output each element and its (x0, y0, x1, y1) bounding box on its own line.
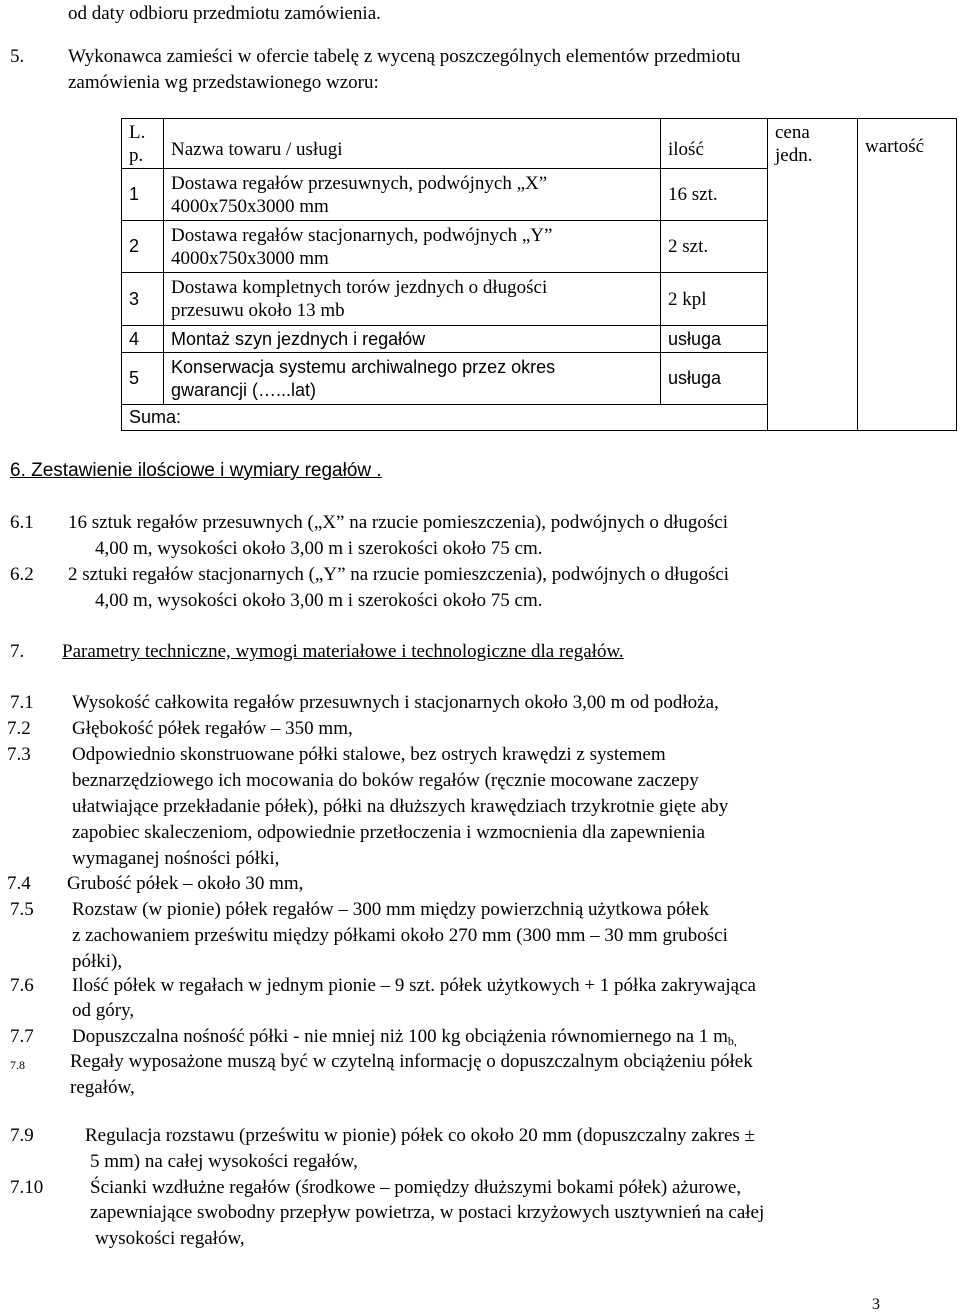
row-lp: 4 (122, 326, 164, 353)
row-name: Konserwacja systemu archiwalnego przez okres gwarancji (…...lat) (164, 353, 661, 405)
item-7-3-line: zapobiec skaleczeniom, odpowiednie przetłoczenia i wzmocnienia dla zapewnienia (72, 822, 706, 843)
item-7-9-line: 5 mm) na całej wysokości regałów, (90, 1151, 358, 1172)
header-name: Nazwa towaru / usługi (164, 119, 661, 169)
item-7-9-line: Regulacja rozstawu (prześwitu w pionie) półek co około 20 mm (dopuszczalny zakres ± (85, 1125, 755, 1146)
item-7-3-line: wymaganej nośności półki, (72, 848, 280, 869)
item-6-2-line1: 2 sztuki regałów stacjonarnych („Y” na rzucie pomieszczenia), podwójnych o długości (68, 564, 730, 585)
header-unit-price: cena jedn. (768, 119, 858, 431)
item-7-8-num: 7.8 (10, 1058, 25, 1072)
item-6-1-line2: 4,00 m, wysokości około 3,00 m i szerokości około 75 cm. (95, 538, 543, 559)
section7-heading: Parametry techniczne, wymogi materiałowe i technologiczne dla regałów. (62, 641, 624, 662)
row-name: Montaż szyn jezdnych i regałów (164, 326, 661, 353)
header-value: wartość (858, 119, 957, 431)
row-qty: 2 kpl (661, 273, 768, 326)
item-7-8-line: regałów, (70, 1077, 135, 1098)
header-lp: L. p. (122, 119, 164, 169)
sum-label: Suma: (122, 405, 768, 431)
section6-heading: 6. Zestawienie ilościowe i wymiary regałów . (10, 460, 382, 481)
item-6-1-line1: 16 sztuk regałów przesuwnych („X” na rzucie pomieszczenia), podwójnych o długości (68, 512, 729, 533)
intro-line: od daty odbioru przedmiotu zamówienia. (68, 3, 381, 24)
item-7-10-num: 7.10 (10, 1177, 44, 1198)
row-name: Dostawa kompletnych torów jezdnych o długości przesuwu około 13 mb (164, 273, 661, 326)
item-7-3-line: Odpowiednio skonstruowane półki stalowe, bez ostrych krawędzi z systemem (72, 744, 666, 765)
page-number: 3 (872, 1296, 880, 1313)
item-7-3-num: 7.3 (7, 744, 31, 765)
row-lp: 2 (122, 221, 164, 273)
item-7-3-line: beznarzędziowego ich mocowania do boków regałów (ręcznie mocowane zaczepy (72, 770, 699, 791)
item-7-1-line: Wysokość całkowita regałów przesuwnych i stacjonarnych około 3,00 m od podłoża, (72, 692, 719, 713)
item-7-7-line: Dopuszczalna nośność półki - nie mniej niż 100 kg obciążenia równomiernego na 1 mb, (72, 1026, 737, 1048)
item-7-1-num: 7.1 (10, 692, 34, 713)
row-lp: 5 (122, 353, 164, 405)
row-qty: usługa (661, 353, 768, 405)
item-7-3-line: ułatwiające przekładanie półek), półki na dłuższych krawędziach trzykrotnie gięte aby (72, 796, 729, 817)
row-qty: 2 szt. (661, 221, 768, 273)
item-7-10-line: Ścianki wzdłużne regałów (środkowe – pomiędzy dłuższymi bokami półek) ażurowe, (90, 1177, 742, 1198)
item-7-5-line: półki), (72, 951, 123, 972)
row-qty: 16 szt. (661, 169, 768, 221)
item-6-2-num: 6.2 (10, 564, 34, 585)
item-7-6-line: od góry, (72, 1000, 135, 1021)
row-qty: usługa (661, 326, 768, 353)
section5-line2: zamówienia wg przedstawionego wzoru: (68, 72, 379, 93)
item-7-5-line: Rozstaw (w pionie) półek regałów – 300 mm między powierzchnią użytkowa półek (72, 899, 709, 920)
item-7-2-num: 7.2 (7, 718, 31, 739)
item-7-4-num: 7.4 (7, 873, 31, 894)
row-name: Dostawa regałów stacjonarnych, podwójnych „Y” 4000x750x3000 mm (164, 221, 661, 273)
item-7-2-line: Głębokość półek regałów – 350 mm, (72, 718, 353, 739)
item-6-2-line2: 4,00 m, wysokości około 3,00 m i szerokości około 75 cm. (95, 590, 543, 611)
item-7-10-line: zapewniające swobodny przepływ powietrza, w postaci krzyżowych usztywnień na całej (90, 1202, 765, 1223)
row-name: Dostawa regałów przesuwnych, podwójnych „X” 4000x750x3000 mm (164, 169, 661, 221)
section5-line1: Wykonawca zamieści w ofercie tabelę z wyceną poszczególnych elementów przedmiotu (68, 46, 741, 67)
item-7-7-num: 7.7 (10, 1026, 34, 1047)
item-6-1-num: 6.1 (10, 512, 34, 533)
item-7-8-line: Regały wyposażone muszą być w czytelną informację o dopuszczalnym obciążeniu półek (70, 1051, 753, 1072)
price-table (121, 118, 957, 431)
header-qty: ilość (661, 119, 768, 169)
item-7-5-num: 7.5 (10, 899, 34, 920)
item-7-4-line: Grubość półek – około 30 mm, (67, 873, 304, 894)
row-lp: 1 (122, 169, 164, 221)
item-7-5-line: z zachowaniem prześwitu między półkami około 270 mm (300 mm – 30 mm grubości (72, 925, 728, 946)
row-lp: 3 (122, 273, 164, 326)
section7-number: 7. (10, 641, 25, 662)
item-7-6-line: Ilość półek w regałach w jednym pionie – 9 szt. półek użytkowych + 1 półka zakrywająca (72, 975, 756, 996)
item-7-9-num: 7.9 (10, 1125, 34, 1146)
table-header-row (122, 119, 957, 169)
section5-number: 5. (10, 46, 25, 67)
item-7-6-num: 7.6 (10, 975, 34, 996)
item-7-10-line: wysokości regałów, (95, 1228, 245, 1249)
